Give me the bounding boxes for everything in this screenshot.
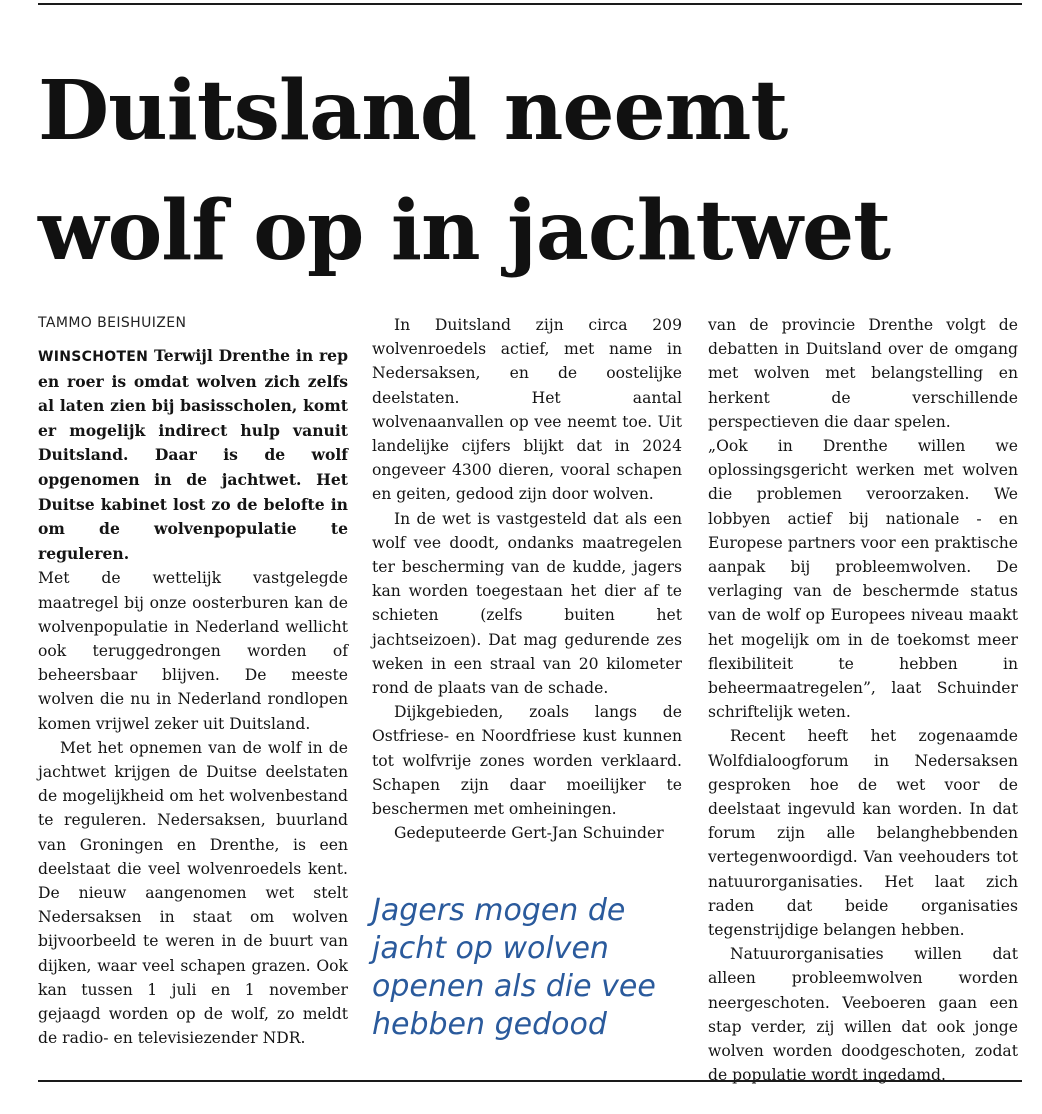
bottom-rule [38,1080,1022,1082]
body-paragraph: Recent heeft het zogenaamde Wolfdialoogforum in Nedersaksen gesproken hoe de wet voor de deelstaat ingevuld kan worden. In dat forum zijn alle belanghebbenden vertegenwoordigd. Van veehouders tot natuurorganisaties. Het laat zich raden dat beide organisaties tegenstrijdige belangen hebben. [708,727,1018,940]
body-paragraph: van de provincie Drenthe volgt de debatten in Duitsland over de omgang met wolven met belangstelling en herkent de verschillende perspectieven die daar spelen. [708,316,1018,431]
article-column-3 [708,313,1018,1088]
lead-text: Terwijl Drenthe in rep en roer is omdat wolven zich zelfs al laten zien bij basisscholen, komt er mogelijk indirect hulp vanuit Duitsland. Daar is de wolf opgenomen in de jachtwet. Het Duitse kabinet lost zo de belofte in om de wolvenpopulatie te reguleren. [38,346,348,563]
body-paragraph: In de wet is vastgesteld dat als een wolf vee doodt, ondanks maatregelen ter bescherming van de kudde, jagers kan worden toegestaan het dier af te schieten (zelfs buiten het jachtseizoen). Dat mag gedurende zes weken in een straal van 20 kilometer rond de plaats van de schade. [372,509,682,698]
pull-quote: Jagers mogen de jacht op wolven openen als die vee hebben gedood [372,893,656,1042]
headline [38,52,1028,291]
headline-line-1: Duitsland neemt [38,63,788,159]
next-article-headline-cropped [38,1100,1018,1114]
article-column-1 [38,313,348,1050]
body-paragraph: Met de wettelijk vastgelegde maatregel bij onze oosterburen kan de wolvenpopulatie in Nederland wellicht ook teruggedrongen worden of beheersbaar blijven. De meeste wolven die nu in Nederland rondlopen komen vrijwel zeker uit Duitsland. [38,569,348,733]
article-column-2 [372,313,682,845]
body-paragraph: Dijkgebieden, zoals langs de Ostfriese- en Noordfriese kust kunnen tot wolfvrije zones worden verklaard. Schapen zijn daar moeilijker te beschermen met omheiningen. [372,703,682,819]
body-paragraph: Natuurorganisaties willen dat alleen probleemwolven worden neergeschoten. Veeboeren gaan een stap verder, zij willen dat ook jonge wolven worden doodgeschoten, zodat de populatie wordt ingedamd. [708,945,1018,1085]
top-rule [38,3,1022,5]
body-paragraph: Gedeputeerde Gert-Jan Schuinder [394,824,664,843]
body-paragraph: Met het opnemen van de wolf in de jachtwet krijgen de Duitse deelstaten de mogelijkheid om het wolvenbestand te reguleren. Nedersaksen, buurland van Groningen en Drenthe, is een deelstaat die veel wolvenroedels kent. De nieuw aangenomen wet stelt Nedersaksen in staat om wolven bijvoorbeeld te weren in de buurt van dijken, waar veel schapen grazen. Ook kan tussen 1 juli en 1 november gejaagd worden op de wolf, zo meldt de radio- en televisiezender NDR. [38,738,348,1048]
dateline: WINSCHOTEN [38,349,149,365]
lead-paragraph [38,344,348,566]
byline: TAMMO BEISHUIZEN [38,315,187,331]
body-paragraph: „Ook in Drenthe willen we oplossingsgericht werken met wolven die problemen veroorzaken. We lobbyen actief bij nationale - en Europese partners voor een praktische aanpak bij probleemwolven. De verlaging van de beschermde status van de wolf op Europees niveau maakt het mogelijk om in de toekomst meer flexibiliteit te hebben in beheermaatregelen”, laat Schuinder schriftelijk weten. [708,437,1018,722]
headline-line-2: wolf op in jachtwet [38,182,891,279]
body-paragraph: In Duitsland zijn circa 209 wolvenroedels actief, met name in Nedersaksen, en de oostelijke deelstaten. Het aantal wolvenaanvallen op vee neemt toe. Uit landelijke cijfers blijkt dat in 2024 ongeveer 4300 dieren, vooral schapen en geiten, gedood zijn door wolven. [372,316,682,504]
